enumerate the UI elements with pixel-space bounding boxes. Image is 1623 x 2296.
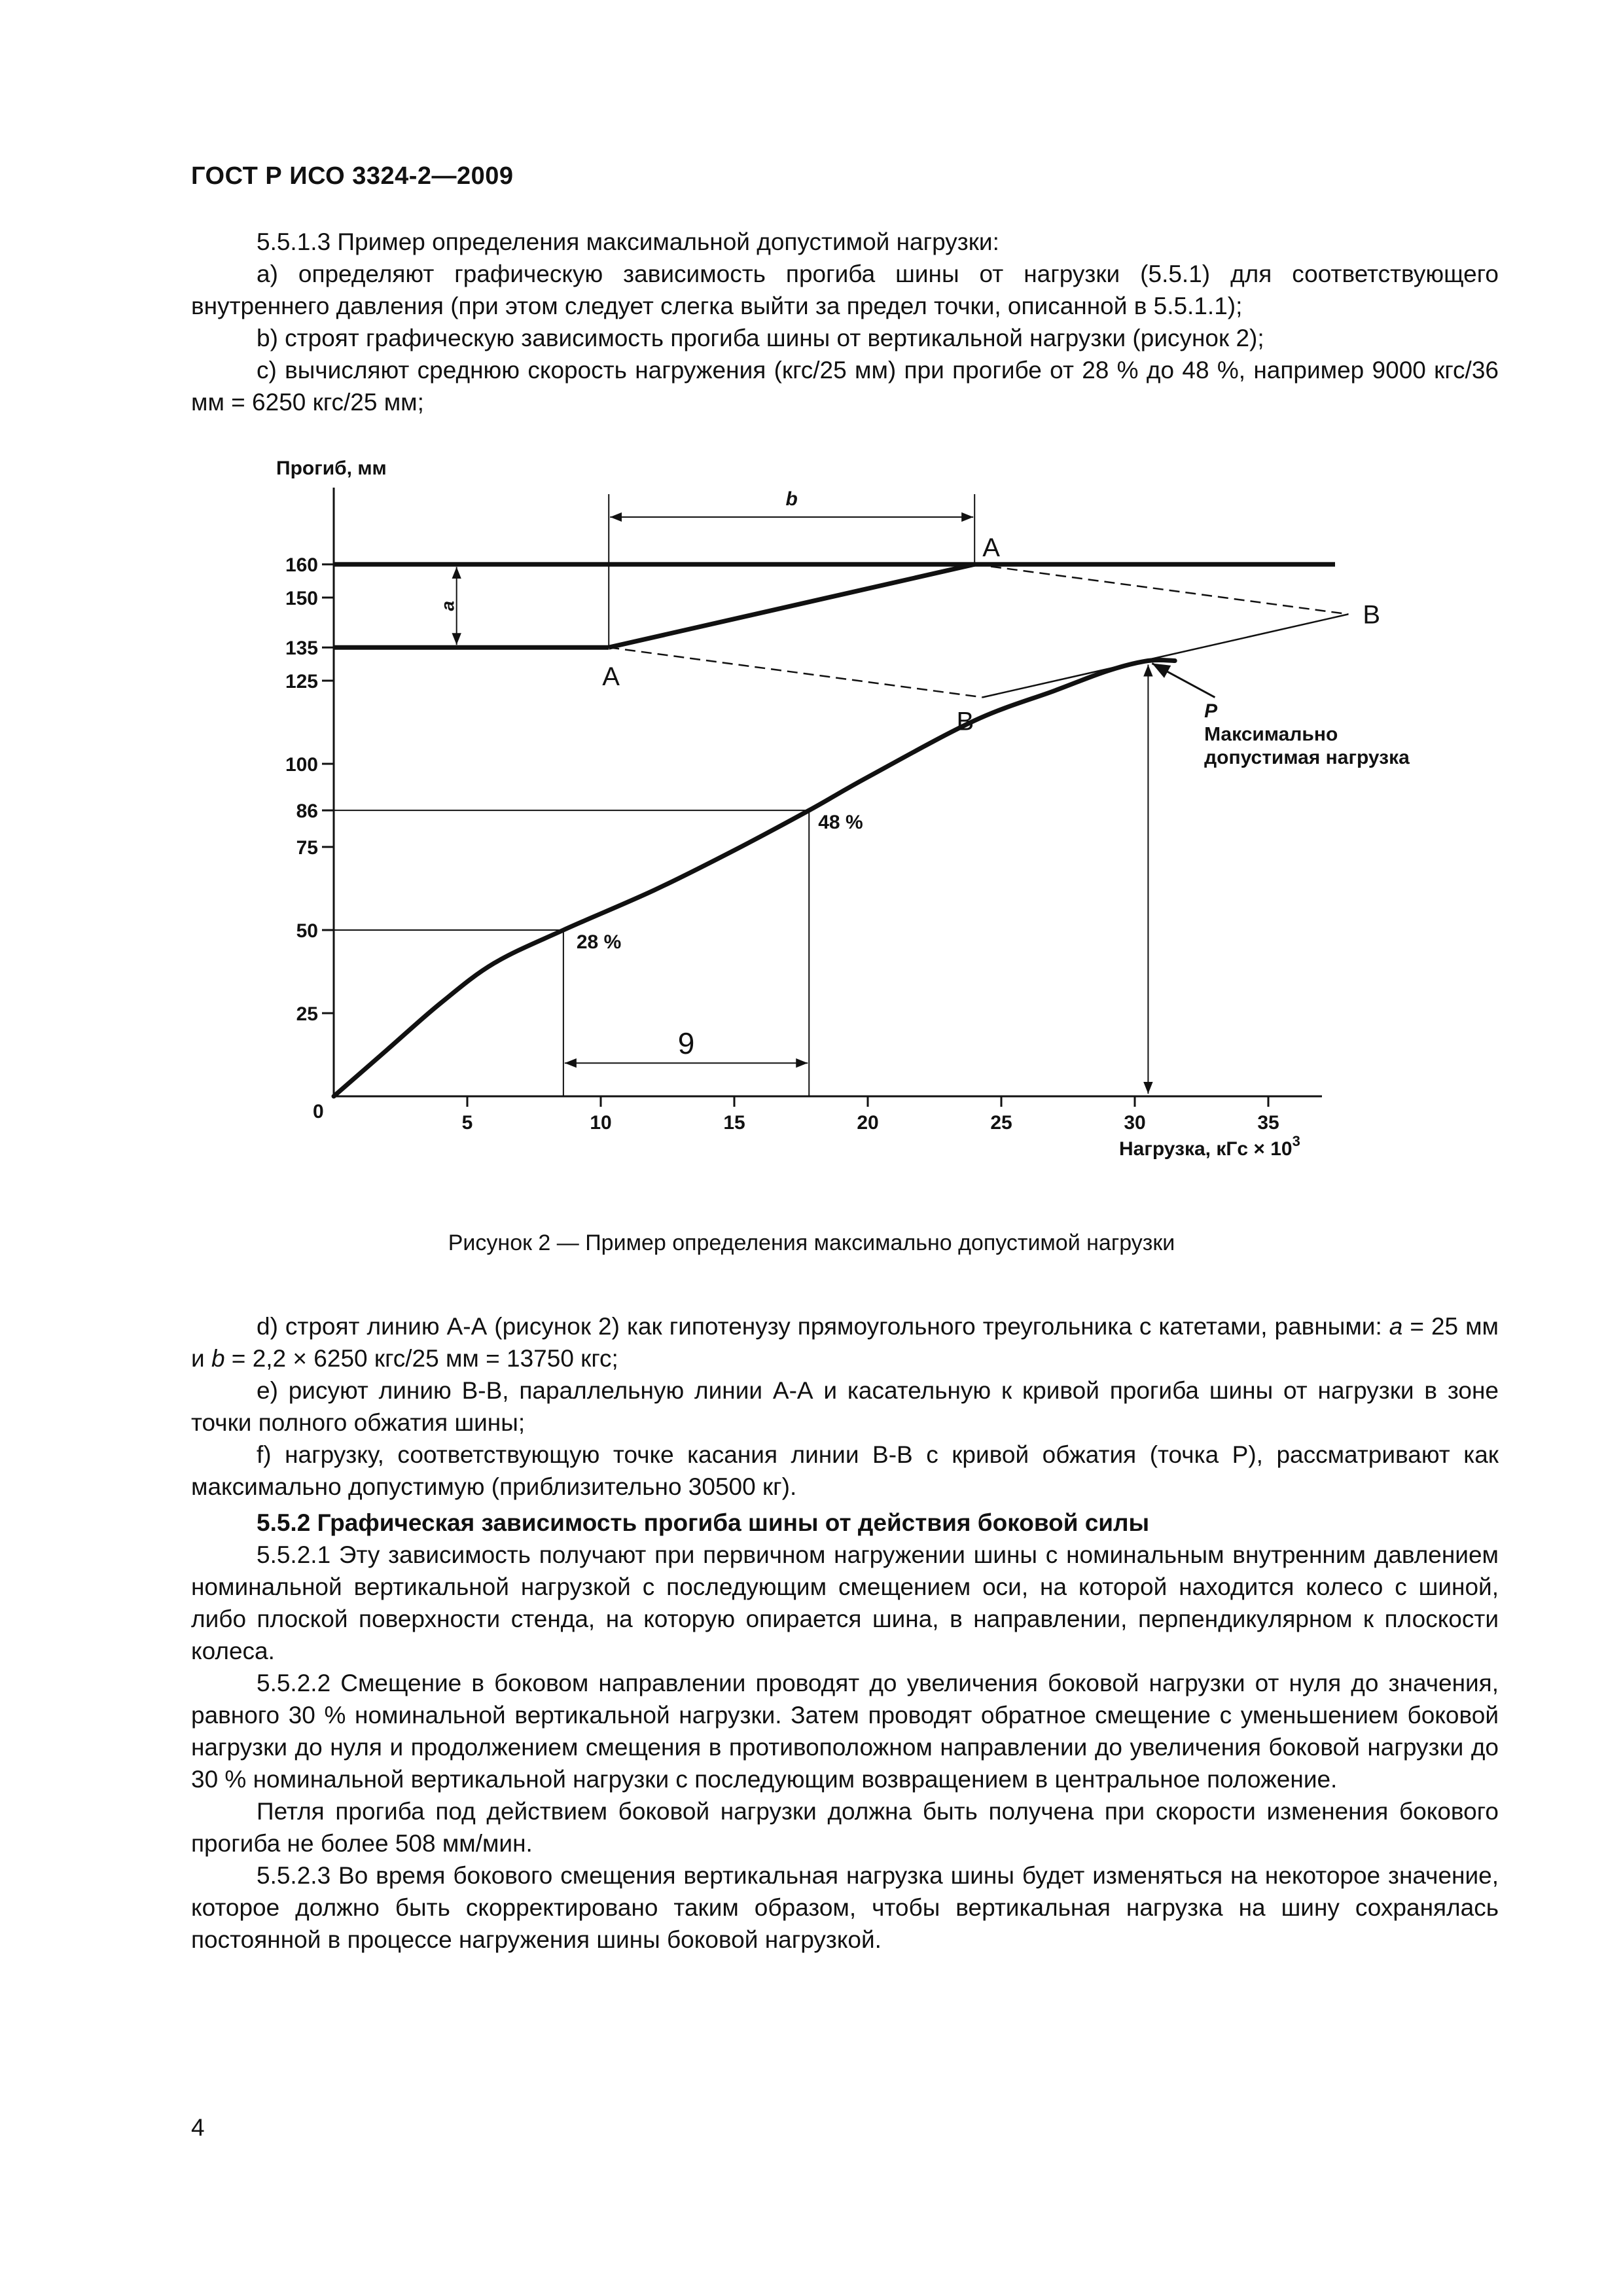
zero-label: 0 [313, 1101, 324, 1122]
paragraph-item-f: f) нагрузку, соответствующую точке касания линии В-В с кривой обжатия (точка Р), рассматривают как максимально допустимую (приблизительно 30500 кг). [191, 1441, 1499, 1500]
paragraph-item-c: c) вычисляют среднюю скорость нагружения (кгс/25 мм) при прогибе от 28 % до 48 %, например 9000 кгс/36 мм = 6250 кгс/25 мм; [191, 357, 1499, 416]
paragraph-item-b: b) строят графическую зависимость прогиба шины от вертикальной нагрузки (рисунок 2); [257, 325, 1264, 351]
item-d-text-2: = 25 мм и [191, 1313, 1499, 1372]
y-axis-label: Прогиб, мм [276, 457, 387, 479]
x-tick-label-5: 5 [461, 1112, 473, 1134]
x-tick-label-15: 15 [723, 1112, 745, 1134]
dashed-a-low-b-low [609, 647, 982, 697]
y-tick-label-50: 50 [296, 920, 318, 942]
y-tick-label-160: 160 [285, 554, 318, 577]
label-a-high: A [982, 533, 1000, 563]
y-tick-label-25: 25 [296, 1003, 318, 1025]
nine-dimension-label: 9 [677, 1026, 695, 1061]
x-tick-label-25: 25 [990, 1112, 1012, 1134]
label-48-percent: 48 % [818, 812, 863, 834]
paragraph-5522: 5.5.2.2 Смещение в боковом направлении проводят до увеличения боковой нагрузки от нуля до значения, равного 30 % номинальной вертикальной нагрузки. Затем проводят обратное смещение с уменьшением боковой нагрузки до нуля и продолжением смещения в противоположном направлении до увеличения боковой нагрузки до 30 % номинальной вертикальной нагрузки с последующим возвращением в центральное положение. [191, 1670, 1499, 1793]
y-tick-label-125: 125 [285, 671, 318, 692]
y-tick-label-75: 75 [296, 837, 318, 859]
label-a-low: A [602, 662, 620, 692]
label-p-desc-1: Максимально [1204, 723, 1338, 745]
label-p: P [1204, 700, 1218, 722]
paragraph-5513: 5.5.1.3 Пример определения максимальной допустимой нагрузки: [257, 228, 999, 255]
item-d-text-3: = 2,2 × 6250 кгс/25 мм = 13750 кгс; [224, 1345, 618, 1372]
label-b-low: B [956, 707, 974, 736]
label-28-percent: 28 % [576, 931, 622, 953]
bottom-text-block [191, 1310, 1499, 1956]
x-tick-label-20: 20 [857, 1112, 879, 1134]
b-dimension-label: b [785, 488, 798, 510]
figure-2 [249, 452, 1466, 1224]
y-tick-label-135: 135 [285, 637, 318, 660]
y-tick-label-100: 100 [285, 754, 318, 776]
item-d-a: a [1389, 1313, 1403, 1340]
page-number: 4 [191, 2114, 205, 2141]
x-axis-label-main: Нагрузка, кГс × 10 [1119, 1138, 1293, 1160]
x-tick-label-35: 35 [1257, 1112, 1279, 1134]
paragraph-item-a: a) определяют графическую зависимость прогиба шины от нагрузки (5.5.1) для соответствующего внутреннего давления (при этом следует слегка выйти за предел точки, описанной в 5.5.1.1); [191, 260, 1499, 319]
x-tick-label-30: 30 [1124, 1112, 1146, 1134]
item-d-text-1: d) строят линию А-А (рисунок 2) как гипотенузу прямоугольного треугольника с катетами, равными: [257, 1313, 1389, 1340]
paragraph-loop: Петля прогиба под действием боковой нагрузки должна быть получена при скорости изменения бокового прогиба не более 508 мм/мин. [191, 1798, 1499, 1857]
x-tick-label-10: 10 [590, 1112, 612, 1134]
figure-caption: Рисунок 2 — Пример определения максимально допустимой нагрузки [448, 1230, 1175, 1255]
p-leader-arrow [1152, 664, 1215, 698]
y-tick-label-86: 86 [296, 800, 318, 823]
deflection-load-chart [249, 452, 1466, 1224]
top-text-block [191, 226, 1499, 418]
paragraph-item-e: e) рисуют линию В-В, параллельную линии А-А и касательную к кривой прогиба шины от нагрузки в зоне точки полного обжатия шины; [191, 1377, 1499, 1436]
label-p-desc-2: допустимая нагрузка [1204, 747, 1410, 768]
label-b-high: B [1363, 600, 1381, 630]
line-a-a [609, 564, 974, 647]
paragraph-5523: 5.5.2.3 Во время бокового смещения вертикальная нагрузка шины будет изменяться на некоторое значение, которое должно быть скорректировано таким образом, чтобы вертикальная нагрузка на шину сохранялась постоянной в процессе нагружения шины боковой нагрузкой. [191, 1862, 1499, 1953]
paragraph-item-d [191, 1310, 1499, 1374]
a-dimension-label: a [437, 600, 458, 611]
item-d-b: b [211, 1345, 225, 1372]
deflection-curve [334, 660, 1175, 1096]
section-heading-552: 5.5.2 Графическая зависимость прогиба шины от действия боковой силы [257, 1509, 1150, 1536]
y-tick-label-150: 150 [285, 588, 318, 609]
x-axis-label-sup: 3 [1292, 1133, 1300, 1149]
paragraph-5521: 5.5.2.1 Эту зависимость получают при первичном нагружении шины с номинальным внутренним давлением номинальной вертикальной нагрузкой с последующим смещением оси, на которой находится колесо с шиной, либо плоской поверхности стенда, на которую опирается шина, в направлении, перпендикулярном к плоскости колеса. [191, 1541, 1499, 1664]
dashed-a-high-b-high [974, 564, 1348, 614]
x-axis-label [1119, 1133, 1300, 1160]
line-b-b [982, 614, 1348, 697]
document-header: ГОСТ Р ИСО 3324-2—2009 [191, 162, 514, 190]
